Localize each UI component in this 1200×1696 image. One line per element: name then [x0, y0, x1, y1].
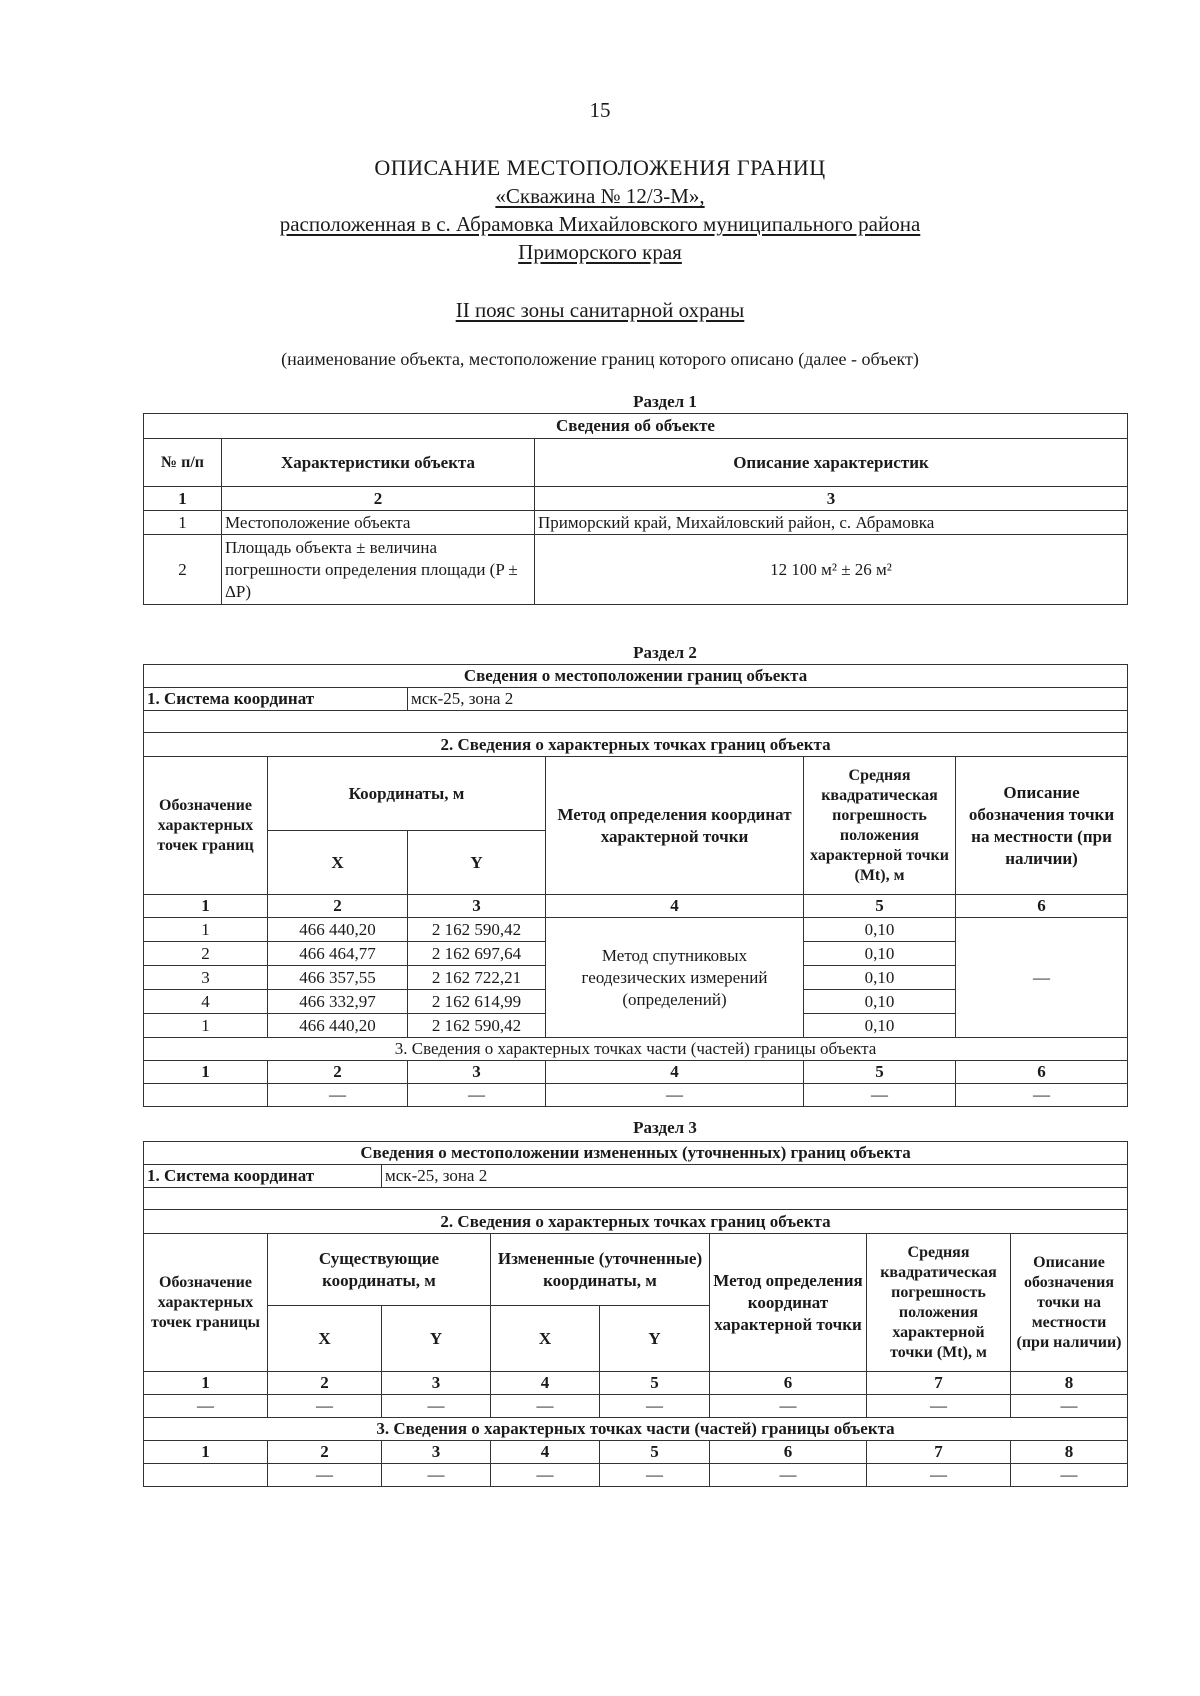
point-x: 466 440,20 — [268, 1014, 408, 1038]
dash-cell: — — [268, 1084, 408, 1107]
dash-cell: — — [867, 1395, 1011, 1418]
col-index: 1 — [144, 895, 268, 918]
dash-cell: — — [804, 1084, 956, 1107]
col-index: 3 — [408, 895, 546, 918]
col-y-header: Y — [408, 831, 546, 895]
dash-cell: — — [867, 1464, 1011, 1487]
row-description: 12 100 м² ± 26 м² — [535, 535, 1128, 605]
col-index: 4 — [546, 895, 804, 918]
row-number: 2 — [144, 535, 222, 605]
point-id: 3 — [144, 966, 268, 990]
object-name-text: «Скважина № 12/3-М», — [495, 184, 705, 208]
section2-table — [143, 664, 1128, 1107]
dash-cell: — — [268, 1464, 382, 1487]
col-number-header: № п/п — [144, 439, 222, 487]
col-index: 6 — [710, 1441, 867, 1464]
col-index: 4 — [491, 1441, 600, 1464]
point-x: 466 357,55 — [268, 966, 408, 990]
point-y: 2 162 722,21 — [408, 966, 546, 990]
dash-cell: — — [956, 1084, 1128, 1107]
col-point-header: Обозначение характерных точек границы — [144, 1234, 268, 1372]
col-index: 8 — [1011, 1441, 1128, 1464]
col-index: 1 — [144, 1061, 268, 1084]
col-index: 2 — [268, 895, 408, 918]
col-coords-header: Координаты, м — [268, 757, 546, 831]
table-row — [144, 511, 1128, 535]
col-error-header: Средняя квадратическая погрешность положения характерной точки (Mt), м — [867, 1234, 1011, 1372]
point-error: 0,10 — [804, 1014, 956, 1038]
point-y: 2 162 697,64 — [408, 942, 546, 966]
col-desc-header: Описание обозначения точки на местности (при наличии) — [956, 757, 1128, 895]
col-changed-coords-header: Измененные (уточненные) координаты, м — [491, 1234, 710, 1306]
parts-subheader: 3. Сведения о характерных точках части (частей) границы объекта — [144, 1038, 1128, 1061]
method-value: Метод спутниковых геодезических измерений (определений) — [546, 918, 804, 1038]
page-number: 15 — [589, 98, 611, 122]
zone-title — [0, 298, 1200, 323]
object-location — [0, 212, 1200, 237]
object-name — [0, 184, 1200, 209]
section1-header: Сведения об объекте — [144, 414, 1128, 439]
col-point-header: Обозначение характерных точек границ — [144, 757, 268, 895]
empty-cell — [144, 1084, 268, 1107]
col-index: 1 — [144, 1372, 268, 1395]
col-index: 3 — [535, 487, 1128, 511]
col-index: 4 — [491, 1372, 600, 1395]
point-desc-value: — — [956, 918, 1128, 1038]
col-index: 2 — [268, 1372, 382, 1395]
name-note: (наименование объекта, местоположение границ которого описано (далее - объект) — [281, 349, 919, 369]
col-x-header: X — [268, 831, 408, 895]
zone-title-text: II пояс зоны санитарной охраны — [455, 298, 745, 322]
col-index: 5 — [804, 1061, 956, 1084]
dash-cell: — — [710, 1395, 867, 1418]
col-index: 7 — [867, 1441, 1011, 1464]
point-id: 1 — [144, 918, 268, 942]
point-y: 2 162 590,42 — [408, 918, 546, 942]
dash-cell: — — [382, 1464, 491, 1487]
col-y-header: Y — [600, 1306, 710, 1372]
dash-cell: — — [600, 1395, 710, 1418]
col-index: 3 — [382, 1441, 491, 1464]
point-x: 466 440,20 — [268, 918, 408, 942]
section1-table — [143, 413, 1128, 605]
coord-system-label: 1. Система координат — [144, 1165, 382, 1188]
point-y: 2 162 590,42 — [408, 1014, 546, 1038]
col-index: 3 — [408, 1061, 546, 1084]
col-index: 5 — [600, 1372, 710, 1395]
object-region — [0, 240, 1200, 265]
section3-caption: Раздел 3 — [633, 1118, 697, 1137]
col-existing-coords-header: Существующие координаты, м — [268, 1234, 491, 1306]
coord-system-value: мск-25, зона 2 — [382, 1165, 1128, 1188]
col-characteristic-header: Характеристики объекта — [222, 439, 535, 487]
section3-table — [143, 1141, 1128, 1487]
point-id: 1 — [144, 1014, 268, 1038]
point-id: 4 — [144, 990, 268, 1014]
points-subheader: 2. Сведения о характерных точках границ объекта — [144, 1210, 1128, 1234]
dash-cell: — — [1011, 1464, 1128, 1487]
empty-cell — [144, 1464, 268, 1487]
dash-cell: — — [1011, 1395, 1128, 1418]
document-title: ОПИСАНИЕ МЕСТОПОЛОЖЕНИЯ ГРАНИЦ — [374, 155, 826, 180]
section3-header: Сведения о местоположении измененных (уточненных) границ объекта — [144, 1142, 1128, 1165]
dash-cell: — — [491, 1395, 600, 1418]
point-x: 466 332,97 — [268, 990, 408, 1014]
coord-system-label: 1. Система координат — [144, 688, 408, 711]
point-error: 0,10 — [804, 990, 956, 1014]
row-characteristic: Местоположение объекта — [222, 511, 535, 535]
dash-cell: — — [268, 1395, 382, 1418]
table-row — [144, 918, 1128, 942]
col-index: 6 — [956, 895, 1128, 918]
point-error: 0,10 — [804, 966, 956, 990]
col-error-header: Средняя квадратическая погрешность положения характерной точки (Mt), м — [804, 757, 956, 895]
dash-cell: — — [408, 1084, 546, 1107]
spacer-row — [144, 1188, 1128, 1210]
table-row — [144, 1395, 1128, 1418]
col-index: 5 — [600, 1441, 710, 1464]
points-subheader: 2. Сведения о характерных точках границ объекта — [144, 733, 1128, 757]
col-y-header: Y — [382, 1306, 491, 1372]
col-index: 3 — [382, 1372, 491, 1395]
point-error: 0,10 — [804, 918, 956, 942]
row-characteristic: Площадь объекта ± величина погрешности определения площади (P ± ΔP) — [222, 535, 535, 605]
dash-cell: — — [144, 1395, 268, 1418]
col-index: 1 — [144, 487, 222, 511]
section2-caption: Раздел 2 — [633, 643, 697, 662]
section1-caption: Раздел 1 — [633, 392, 697, 411]
col-index: 5 — [804, 895, 956, 918]
col-index: 2 — [222, 487, 535, 511]
dash-cell: — — [382, 1395, 491, 1418]
table-row — [144, 535, 1128, 605]
col-x-header: X — [268, 1306, 382, 1372]
point-y: 2 162 614,99 — [408, 990, 546, 1014]
col-method-header: Метод определения координат характерной точки — [546, 757, 804, 895]
col-index: 4 — [546, 1061, 804, 1084]
table-row — [144, 1084, 1128, 1107]
dash-cell: — — [600, 1464, 710, 1487]
section2-header: Сведения о местоположении границ объекта — [144, 665, 1128, 688]
row-description: Приморский край, Михайловский район, с. Абрамовка — [535, 511, 1128, 535]
col-index: 6 — [956, 1061, 1128, 1084]
parts-subheader: 3. Сведения о характерных точках части (частей) границы объекта — [144, 1418, 1128, 1441]
col-index: 1 — [144, 1441, 268, 1464]
row-number: 1 — [144, 511, 222, 535]
col-description-header: Описание характеристик — [535, 439, 1128, 487]
col-index: 8 — [1011, 1372, 1128, 1395]
object-region-text: Приморского края — [518, 240, 682, 264]
col-method-header: Метод определения координат характерной точки — [710, 1234, 867, 1372]
point-id: 2 — [144, 942, 268, 966]
coord-system-value: мск-25, зона 2 — [408, 688, 1128, 711]
col-index: 7 — [867, 1372, 1011, 1395]
dash-cell: — — [710, 1464, 867, 1487]
point-x: 466 464,77 — [268, 942, 408, 966]
col-index: 2 — [268, 1441, 382, 1464]
point-error: 0,10 — [804, 942, 956, 966]
object-location-text: расположенная в с. Абрамовка Михайловского муниципального района — [279, 212, 921, 236]
dash-cell: — — [546, 1084, 804, 1107]
col-index: 2 — [268, 1061, 408, 1084]
spacer-row — [144, 711, 1128, 733]
dash-cell: — — [491, 1464, 600, 1487]
col-desc-header: Описание обозначения точки на местности (при наличии) — [1011, 1234, 1128, 1372]
col-x-header: X — [491, 1306, 600, 1372]
col-index: 6 — [710, 1372, 867, 1395]
table-row — [144, 1464, 1128, 1487]
